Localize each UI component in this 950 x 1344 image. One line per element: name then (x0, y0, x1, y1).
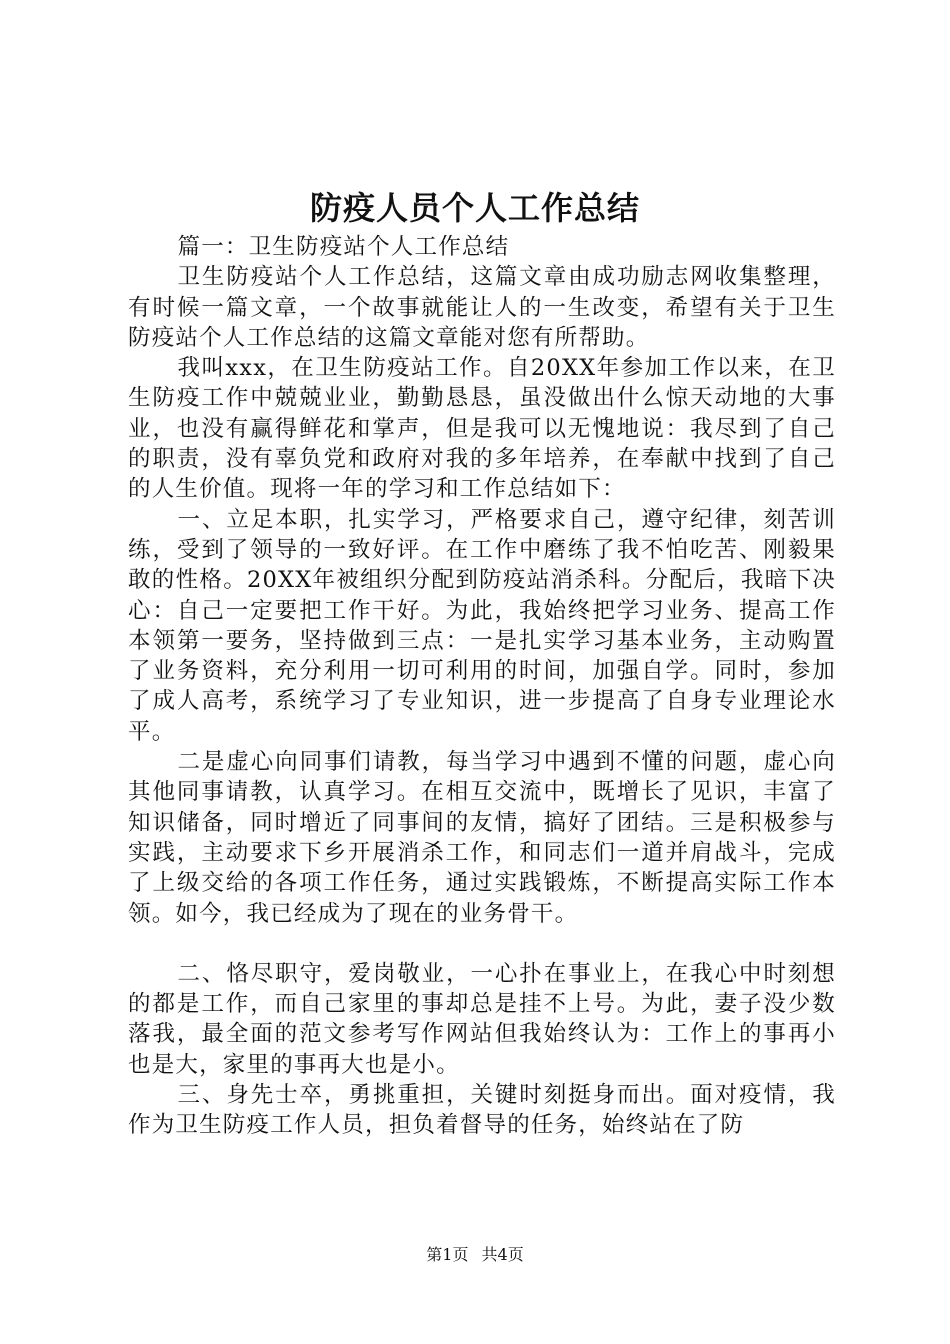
paragraph-point-two: 二是虚心向同事们请教，每当学习中遇到不懂的问题，虚心向其他同事请教，认真学习。在相互交流中，既增长了见识，丰富了知识储备，同时增近了同事间的友情，搞好了团结。三是积极参与实践，主动要求下乡开展消杀工作，和同志们一道并肩战斗，完成了上级交给的各项工作任务，通过实践锻炼，不断提高实际工作本领。如今，我已经成为了现在的业务骨干。 (128, 749, 836, 927)
page-number: 第1页 (426, 1245, 469, 1264)
paragraph-point-dedication: 二、恪尽职守，爱岗敬业，一心扑在事业上，在我心中时刻想的都是工作，而自己家里的事却总是挂不上号。为此，妻子没少数落我，最全面的范文参考写作网站但我始终认为：工作上的事再小也是大，家里的事再大也是小。 (128, 960, 836, 1078)
page-total: 共4页 (481, 1245, 524, 1264)
paragraph-point-three: 三、身先士卒，勇挑重担，关键时刻挺身而出。面对疫情，我作为卫生防疫工作人员，担负着督导的任务，始终站在了防 (128, 1082, 836, 1139)
section-heading: 篇一：卫生防疫站个人工作总结 (177, 234, 510, 260)
document-body (128, 232, 836, 1141)
paragraph-self-introduction: 我叫xxx，在卫生防疫站工作。自20XX年参加工作以来，在卫生防疫工作中兢兢业业，勤勤恳恳，虽没做出什么惊天动地的大事业，也没有赢得鲜花和掌声，但是我可以无愧地说：我尽到了自己的职责，没有辜负党和政府对我的多年培养，在奉献中找到了自己的人生价值。现将一年的学习和工作总结如下： (128, 355, 836, 503)
paragraph-point-one: 一、立足本职，扎实学习，严格要求自己，遵守纪律，刻苦训练，受到了领导的一致好评。在工作中磨练了我不怕吃苦、刚毅果敢的性格。20XX年被组织分配到防疫站消杀科。分配后，我暗下决心：自己一定要把工作干好。为此，我始终把学习业务、提高工作本领第一要务，坚持做到三点：一是扎实学习基本业务，主动购置了业务资料，充分利用一切可利用的时间，加强自学。同时，参加了成人高考，系统学习了专业知识，进一步提高了自身专业理论水平。 (128, 506, 836, 745)
document-title: 防疫人员个人工作总结 (309, 189, 640, 227)
paragraph-intro: 卫生防疫站个人工作总结，这篇文章由成功励志网收集整理，有时候一篇文章，一个故事就能让人的一生改变，希望有关于卫生防疫站个人工作总结的这篇文章能对您有所帮助。 (128, 264, 836, 351)
page-footer (0, 1244, 950, 1266)
